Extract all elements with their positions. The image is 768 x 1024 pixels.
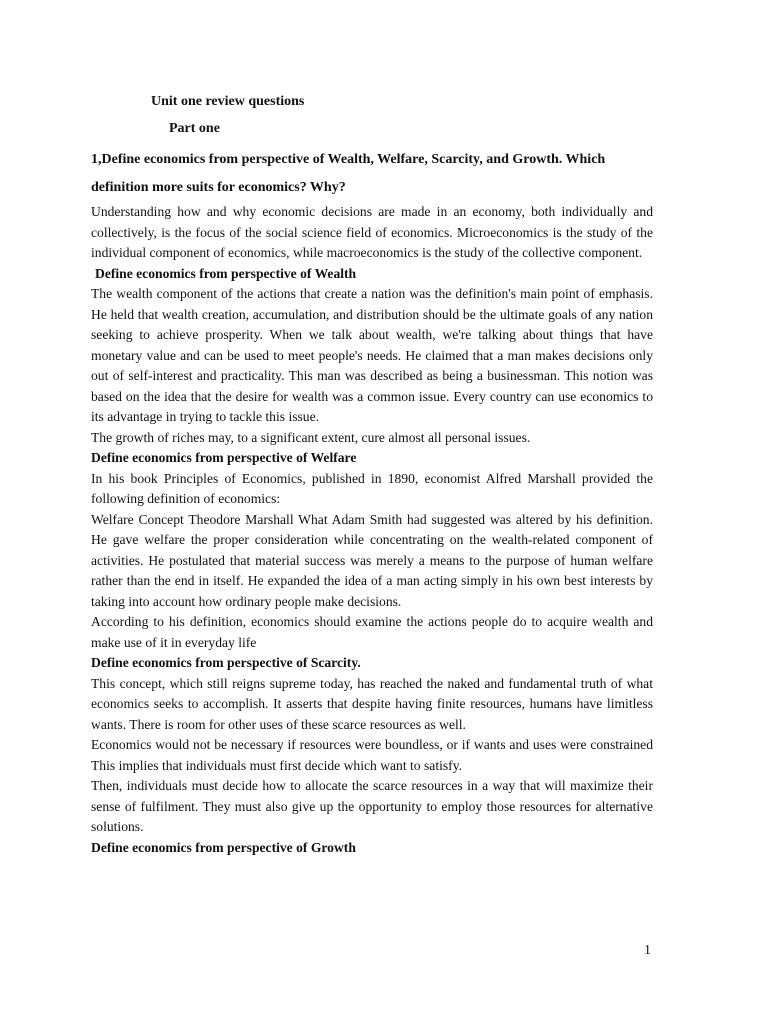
wealth-heading: Define economics from perspective of Wealth [95,265,357,281]
intro-paragraph: Understanding how and why economic decisions are made in an economy, both individually and collectively, is the focus of the social science field of economics. Microeconomics is the study of the individual component of economics, while macroeconomics is the study of the collective component. [91,204,653,260]
welfare-paragraph: Welfare Concept Theodore Marshall What Adam Smith had suggested was altered by his definition. He gave welfare the proper consideration while concentrating on the wealth-related component of activities. He postulated that material success was merely a means to the purpose of human welfare rather than the end in itself. He expanded the idea of a man acting simply in his own best interests by taking into account how ordinary people make decisions. [91,511,653,609]
scarcity-paragraph: This concept, which still reigns supreme today, has reached the naked and fundamental truth of what economics seeks to accomplish. It asserts that despite having finite resources, humans have limitless wants. There is room for other uses of these scarce resources as well. [91,675,653,732]
document-title: Unit one review questions [151,94,305,109]
document-subtitle: Part one [169,121,220,136]
welfare-heading: Define economics from perspective of Welfare [91,450,357,465]
scarcity-heading: Define economics from perspective of Scarcity. [91,655,361,670]
wealth-paragraph: The growth of riches may, to a significant extent, cure almost all personal issues. [91,429,531,445]
wealth-paragraph: The wealth component of the actions that create a nation was the definition's main point of emphasis. He held that wealth creation, accumulation, and distribution should be the ultimate goals of any nation seeking to achieve prosperity. When we talk about wealth, we're talking about things that have monetary value and can be used to meet people's needs. He claimed that a man makes decisions only out of self-interest and practicality. This man was described as being a businessman. This notion was based on the idea that the desire for wealth was a common issue. Every country can use economics to its advantage in trying to tackle this issue. [91,286,653,424]
welfare-paragraph: In his book Principles of Economics, published in 1890, economist Alfred Marshall provided the following definition of economics: [91,470,653,506]
question-heading: 1,Define economics from perspective of Wealth, Welfare, Scarcity, and Growth. Which definition more suits for economics? Why? [91,152,606,195]
growth-heading: Define economics from perspective of Growth [91,839,356,855]
welfare-paragraph: According to his definition, economics should examine the actions people do to acquire wealth and make use of it in everyday life [91,614,653,650]
document-body [91,202,653,858]
scarcity-paragraph: Then, individuals must decide how to allocate the scarce resources in a way that will maximize their sense of fulfilment. They must also give up the opportunity to employ those resources for alternative solutions. [91,778,653,834]
page-number: 1 [644,943,651,958]
scarcity-paragraph: Economics would not be necessary if resources were boundless, or if wants and uses were constrained This implies that individuals must first decide which want to satisfy. [91,737,653,773]
